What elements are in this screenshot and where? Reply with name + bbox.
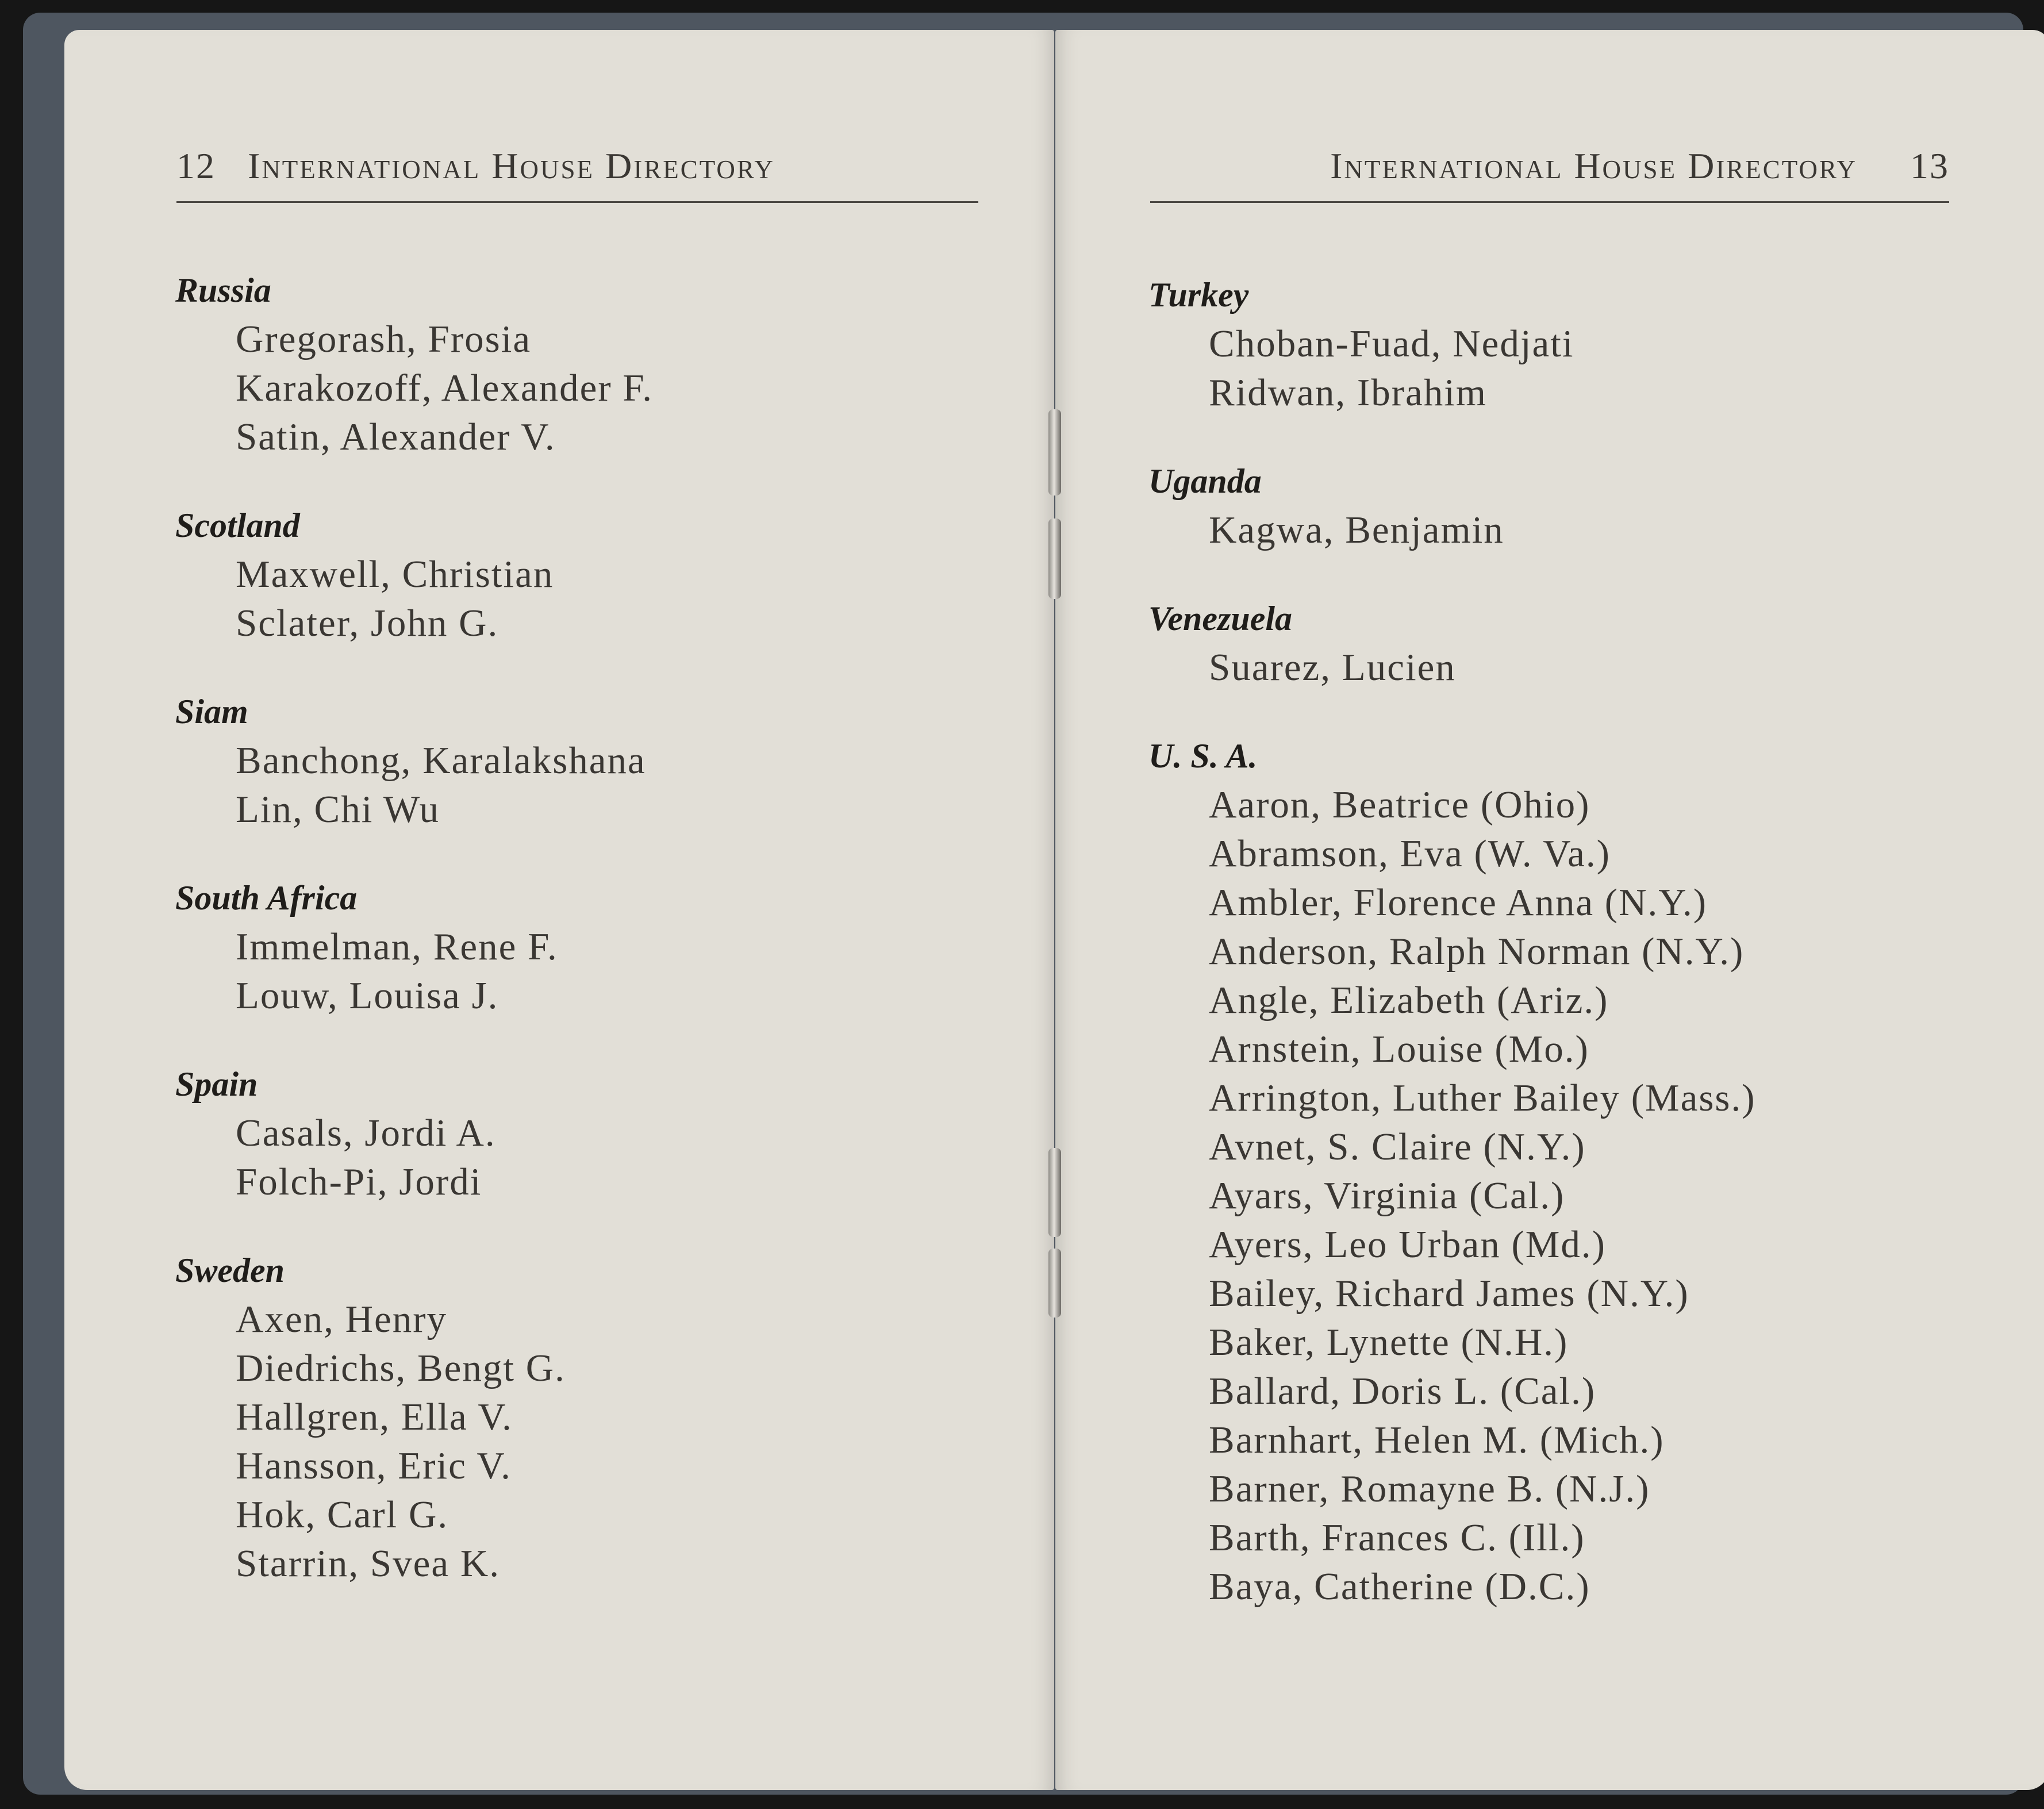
binding-staple <box>1048 1249 1061 1318</box>
country-section <box>175 266 653 462</box>
resident-name: Bailey, Richard James (N.Y.) <box>1209 1272 1689 1315</box>
left-page <box>64 30 1054 1790</box>
country-section <box>1148 731 1756 1611</box>
resident-name: Ballard, Doris L. (Cal.) <box>1209 1370 1596 1412</box>
resident-name: Folch-Pi, Jordi <box>236 1161 482 1203</box>
resident-name: Abramson, Eva (W. Va.) <box>1209 832 1611 875</box>
resident-name: Baya, Catherine (D.C.) <box>1209 1565 1590 1608</box>
resident-name: Louw, Louisa J. <box>236 974 499 1017</box>
right-page-header <box>1150 145 1949 203</box>
country-section <box>175 873 653 1020</box>
binding-staple <box>1048 518 1061 599</box>
page-number: 12 <box>176 145 216 186</box>
left-page-entries <box>175 266 653 1627</box>
resident-name: Axen, Henry <box>236 1298 448 1341</box>
resident-name: Ayars, Virginia (Cal.) <box>1209 1174 1565 1217</box>
page-number: 13 <box>1910 145 1949 186</box>
resident-name: Hallgren, Ella V. <box>236 1396 513 1438</box>
resident-name: Kagwa, Benjamin <box>1209 509 1504 551</box>
resident-name: Choban-Fuad, Nedjati <box>1209 322 1574 365</box>
country-heading: Russia <box>175 271 271 309</box>
running-title: International House Directory <box>1330 145 1857 186</box>
country-heading: Siam <box>175 693 248 731</box>
resident-name: Ambler, Florence Anna (N.Y.) <box>1209 881 1708 924</box>
running-title: International House Directory <box>248 145 775 186</box>
country-heading: U. S. A. <box>1148 737 1258 775</box>
right-page-entries <box>1148 270 1756 1650</box>
resident-name: Baker, Lynette (N.H.) <box>1209 1321 1569 1364</box>
resident-name: Gregorash, Frosia <box>236 318 532 360</box>
resident-name: Anderson, Ralph Norman (N.Y.) <box>1209 930 1745 973</box>
resident-name: Avnet, S. Claire (N.Y.) <box>1209 1126 1586 1168</box>
left-page-header <box>176 145 978 203</box>
binding-staple <box>1048 1148 1061 1237</box>
resident-name: Angle, Elizabeth (Ariz.) <box>1209 979 1609 1021</box>
country-heading: Venezuela <box>1148 600 1293 637</box>
country-section <box>175 1059 653 1207</box>
country-section <box>175 687 653 834</box>
resident-name: Ayers, Leo Urban (Md.) <box>1209 1223 1606 1266</box>
resident-name: Starrin, Svea K. <box>236 1542 500 1585</box>
country-heading: Sweden <box>175 1251 285 1289</box>
resident-name: Barnhart, Helen M. (Mich.) <box>1209 1419 1665 1461</box>
country-section <box>1148 270 1756 417</box>
country-heading: Uganda <box>1148 462 1262 500</box>
resident-name: Casals, Jordi A. <box>236 1112 496 1154</box>
binding-staple <box>1048 409 1061 496</box>
country-section <box>175 501 653 648</box>
resident-name: Suarez, Lucien <box>1209 646 1456 689</box>
country-heading: South Africa <box>175 879 358 917</box>
resident-name: Lin, Chi Wu <box>236 788 440 831</box>
resident-name: Arrington, Luther Bailey (Mass.) <box>1209 1077 1756 1119</box>
resident-name: Satin, Alexander V. <box>236 416 556 458</box>
resident-name: Immelman, Rene F. <box>236 925 558 968</box>
resident-name: Barth, Frances C. (Ill.) <box>1209 1516 1585 1559</box>
country-heading: Scotland <box>175 506 300 544</box>
resident-name: Ridwan, Ibrahim <box>1209 371 1488 414</box>
directory-booklet <box>23 13 2023 1795</box>
country-heading: Turkey <box>1148 276 1249 314</box>
country-heading: Spain <box>175 1065 258 1103</box>
resident-name: Hansson, Eric V. <box>236 1445 512 1487</box>
right-page <box>1055 30 2044 1790</box>
country-section <box>1148 594 1756 692</box>
resident-name: Diedrichs, Bengt G. <box>236 1347 566 1389</box>
resident-name: Karakozoff, Alexander F. <box>236 367 654 409</box>
resident-name: Barner, Romayne B. (N.J.) <box>1209 1468 1650 1510</box>
country-section <box>175 1246 653 1588</box>
resident-name: Banchong, Karalakshana <box>236 739 646 782</box>
resident-name: Maxwell, Christian <box>236 553 554 596</box>
country-section <box>1148 456 1756 555</box>
resident-name: Sclater, John G. <box>236 602 499 644</box>
resident-name: Aaron, Beatrice (Ohio) <box>1209 783 1590 826</box>
resident-name: Hok, Carl G. <box>236 1493 449 1536</box>
resident-name: Arnstein, Louise (Mo.) <box>1209 1028 1589 1070</box>
